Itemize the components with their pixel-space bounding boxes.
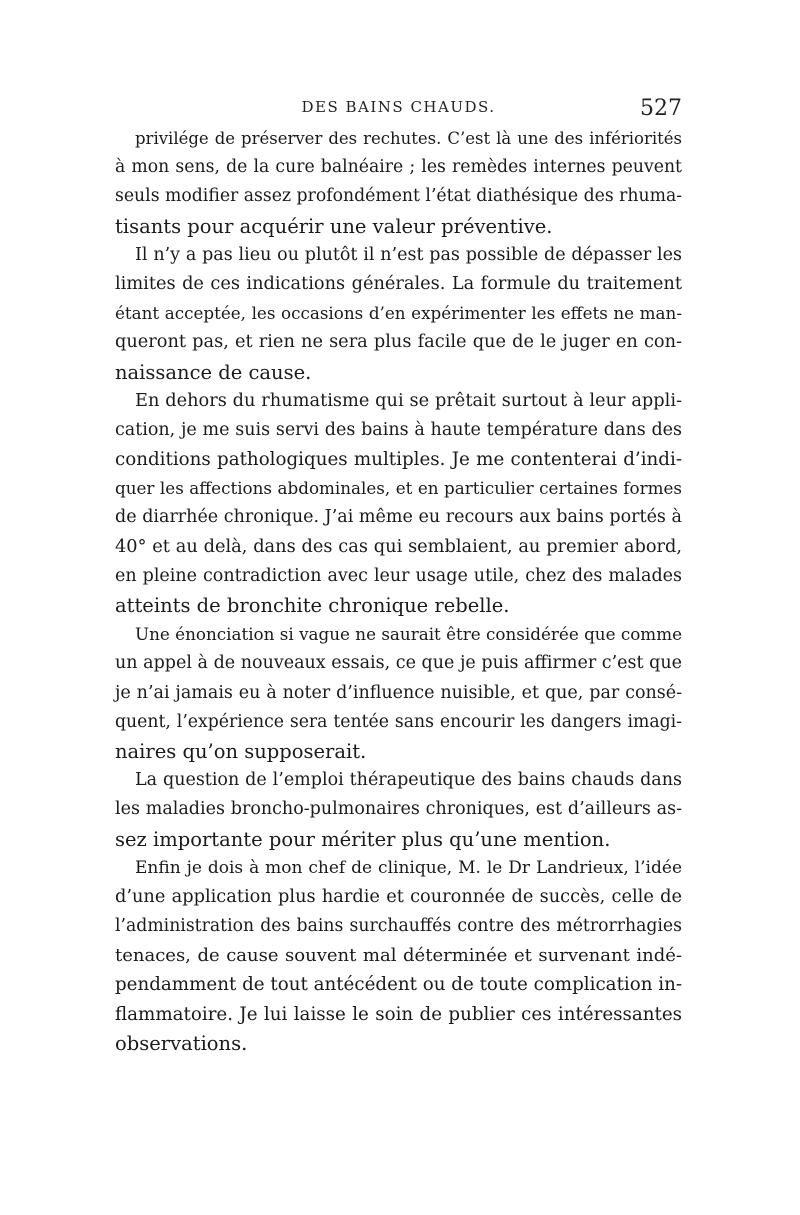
text-line: atteints de bronchite chronique rebelle.	[115, 594, 510, 617]
text-line: Il n’y a pas lieu ou plutôt il n’est pas possible de dépasser les	[135, 244, 682, 265]
text-line: limites de ces indications générales. La formule du traitement	[115, 273, 682, 294]
paragraph	[115, 387, 682, 621]
text-line: naires qu’on supposerait.	[115, 739, 367, 763]
text-line: sez importante pour mériter plus qu’une mention.	[115, 827, 611, 851]
paragraph	[115, 766, 682, 854]
page-number: 527	[640, 96, 682, 121]
text-line: 40° et au delà, dans des cas qui semblaient, au premier abord,	[115, 536, 682, 557]
text-line: queront pas, et rien ne sera plus facile que de le juger en con-	[115, 332, 682, 353]
text-line: En dehors du rhumatisme qui se prêtait surtout à leur appli-	[135, 390, 682, 411]
text-line: flammatoire. Je lui laisse le soin de publier ces intéressantes	[115, 1003, 682, 1025]
text-line: l’administration des bains surchauffés contre des métrorrhagies	[115, 916, 682, 937]
text-line: privilége de préserver des rechutes. C’est là une des infériorités	[135, 129, 682, 148]
text-line: un appel à de nouveaux essais, ce que je puis affirmer c’est que	[115, 653, 682, 674]
paragraph	[115, 124, 682, 241]
text-line: les maladies broncho-pulmonaires chroniques, est d’ailleurs as-	[115, 799, 682, 820]
body-text	[115, 124, 682, 1058]
text-line: en pleine contradiction avec leur usage utile, chez des malades	[115, 565, 682, 586]
paragraph	[115, 854, 682, 1058]
text-line: tisants pour acquérir une valeur préventive.	[115, 214, 553, 238]
text-line: je n’ai jamais eu à noter d’influence nuisible, et que, par consé-	[115, 682, 682, 703]
paragraph	[115, 620, 682, 766]
running-title: DES BAINS CHAUDS.	[301, 98, 496, 116]
text-line: Enfin je dois à mon chef de clinique, M. le Dr Landrieux, l’idée	[135, 857, 682, 878]
text-line: étant acceptée, les occasions d’en expérimenter les effets ne man-	[115, 303, 682, 324]
text-line: Une énonciation si vague ne saurait être considérée que comme	[135, 624, 682, 645]
text-line: naissance de cause.	[115, 360, 312, 384]
text-line: à mon sens, de la cure balnéaire ; les remèdes internes peuvent	[115, 157, 682, 178]
paragraph	[115, 241, 682, 387]
text-line: observations.	[115, 1031, 248, 1055]
text-line: seuls modifier assez profondément l’état diathésique des rhuma-	[115, 186, 683, 207]
text-line: de diarrhée chronique. J’ai même eu recours aux bains portés à	[115, 507, 682, 528]
text-line: quer les affections abdominales, et en particulier certaines formes	[115, 478, 682, 499]
text-line: tenaces, de cause souvent mal déterminée et survenant indé-	[115, 945, 682, 967]
text-line: quent, l’expérience sera tentée sans encourir les dangers imagi-	[115, 711, 682, 732]
page-header	[115, 96, 682, 124]
text-line: cation, je me suis servi des bains à haute température dans des	[115, 419, 682, 440]
text-line: La question de l’emploi thérapeutique des bains chauds dans	[135, 770, 682, 791]
text-line: conditions pathologiques multiples. Je me contenterai d’indi-	[115, 449, 682, 471]
text-line: d’une application plus hardie et couronnée de succès, celle de	[115, 886, 682, 907]
text-line: pendamment de tout antécédent ou de toute complication in-	[115, 974, 683, 996]
